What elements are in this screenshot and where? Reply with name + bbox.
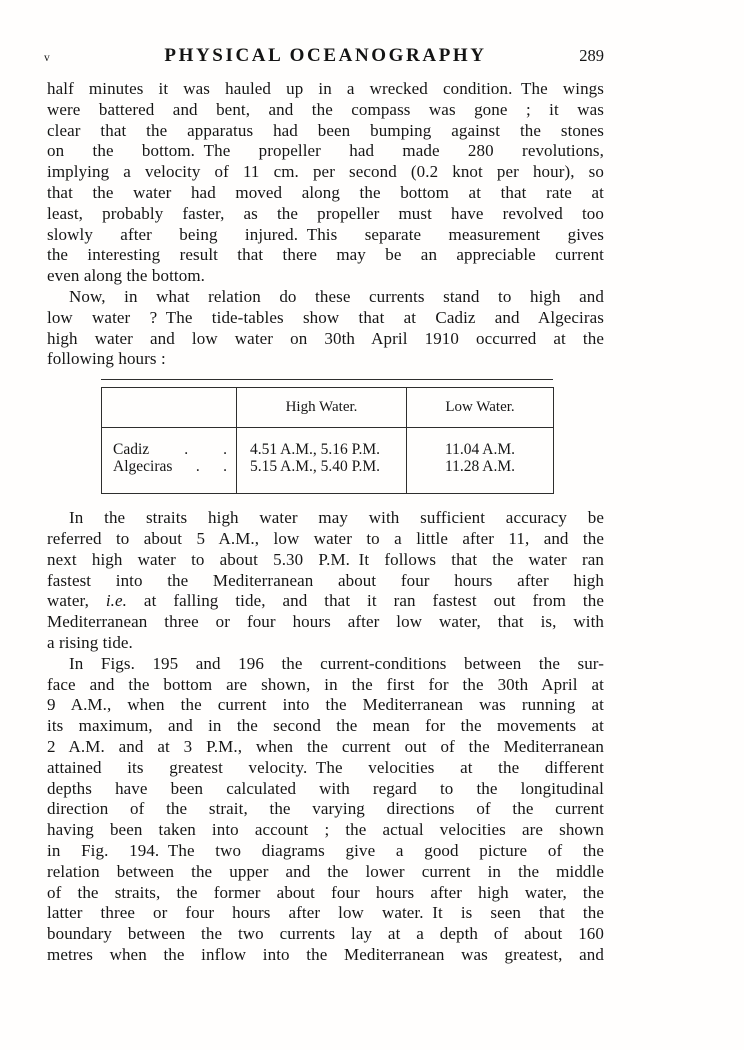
high-water-times: 5.15 A.M., 5.40 P.M. xyxy=(237,458,407,494)
place-name: Algeciras xyxy=(113,458,173,476)
text-line: next high water to about 5.30 P.M. It follows that the water ran xyxy=(47,549,604,569)
text-line: having been taken into account ; the actual velocities are shown xyxy=(47,820,604,840)
text-line: face and the bottom are shown, in the first for the 30th April at xyxy=(47,674,604,694)
text-line: boundary between the two currents lay at a depth of about 160 xyxy=(47,924,604,944)
text-segment: water, xyxy=(47,591,106,611)
place-name: Cadiz xyxy=(113,441,150,459)
text-line: latter three or four hours after low water. It is seen that the xyxy=(47,903,604,923)
tide-table xyxy=(101,379,553,494)
leader-dot: . xyxy=(195,458,200,476)
text-line: referred to about 5 A.M., low water to a little after 11, and the xyxy=(47,528,604,548)
leader-dot: . xyxy=(223,441,227,459)
page-header xyxy=(44,45,604,67)
table-header-blank xyxy=(102,388,237,428)
text-line: on the bottom. The propeller had made 280 revolutions, xyxy=(47,141,604,161)
table-row-cadiz xyxy=(102,428,554,459)
table-header-high-water: High Water. xyxy=(237,388,407,428)
place-cell xyxy=(102,428,237,459)
text-line: the interesting result that there may be an appreciable current xyxy=(47,245,604,265)
text-line: In the straits high water may with sufficient accuracy be xyxy=(69,508,604,528)
text-line: least, probably faster, as the propeller must have revolved too xyxy=(47,203,604,223)
text-line: relation between the upper and the lower current in the middle xyxy=(47,861,604,881)
row-label xyxy=(102,458,236,475)
text-line: metres when the inflow into the Mediterranean was greatest, and xyxy=(47,944,604,964)
text-line: following hours : xyxy=(47,349,166,369)
table-top-rule xyxy=(101,379,553,380)
text-line: high water and low water on 30th April 1910 occurred at the xyxy=(47,328,604,348)
table-header-row xyxy=(102,388,554,428)
signature-mark: v xyxy=(44,52,51,64)
text-line: half minutes it was hauled up in a wrecked condition. The wings xyxy=(47,79,604,98)
text-line: Now, in what relation do these currents stand to high and xyxy=(69,286,604,306)
text-column xyxy=(44,45,604,966)
running-head-title: PHYSICAL OCEANOGRAPHY xyxy=(164,45,487,66)
text-line: implying a velocity of 11 cm. per second (0.2 knot per hour), so xyxy=(47,162,604,182)
paragraph-tide-question xyxy=(47,287,604,370)
row-label xyxy=(102,441,236,458)
text-line: fastest into the Mediterranean about four hours after high xyxy=(47,570,604,590)
leader-dot: . xyxy=(223,458,227,476)
low-water-times: 11.28 A.M. xyxy=(407,458,554,494)
text-line: 9 A.M., when the current into the Mediterranean was running at xyxy=(47,695,604,715)
text-line: even along the bottom. xyxy=(47,266,205,286)
text-line: were battered and bent, and the compass was gone ; it was xyxy=(47,99,604,119)
text-line: 2 A.M. and at 3 P.M., when the current out of the Mediterranean xyxy=(47,736,604,756)
text-line: Mediterranean three or four hours after low water, that is, with xyxy=(47,612,604,632)
table-row-algeciras xyxy=(102,458,554,494)
text-line: that the water had moved along the bottom at that rate at xyxy=(47,182,604,202)
leader-dot: . xyxy=(184,441,189,459)
text-line: clear that the apparatus had been bumping against the stones xyxy=(47,120,604,140)
place-cell xyxy=(102,458,237,494)
text-line: a rising tide. xyxy=(47,632,133,652)
text-line: In Figs. 195 and 196 the current-conditions between the sur- xyxy=(69,653,604,673)
paragraph-wrecked-apparatus xyxy=(47,79,604,287)
text-line: depths have been calculated with regard to the longitudinal xyxy=(47,778,604,798)
high-water-times: 4.51 A.M., 5.16 P.M. xyxy=(237,428,407,459)
text-segment: at falling tide, and that it ran fastest out from the xyxy=(127,591,604,611)
text-line: in Fig. 194. The two diagrams give a good picture of the xyxy=(47,840,604,860)
text-line: low water ? The tide-tables show that at Cadiz and Algeciras xyxy=(47,307,604,327)
latin-abbreviation: i.e. xyxy=(105,591,128,611)
text-line: slowly after being injured. This separate measurement gives xyxy=(47,224,604,244)
paragraph-straits-tides xyxy=(47,508,604,654)
text-line: of the straits, the former about four hours after high water, the xyxy=(47,882,604,902)
text-line: attained its greatest velocity. The velocities at the different xyxy=(47,757,604,777)
text-line: direction of the strait, the varying directions of the current xyxy=(47,799,604,819)
page-number: 289 xyxy=(579,46,604,65)
table-header-low-water: Low Water. xyxy=(407,388,554,428)
paragraph-figures-currents xyxy=(47,654,604,966)
low-water-times: 11.04 A.M. xyxy=(407,428,554,459)
tide-times-table xyxy=(101,387,554,494)
text-line xyxy=(47,591,604,612)
text-line: its maximum, and in the second the mean for the movements at xyxy=(47,716,604,736)
